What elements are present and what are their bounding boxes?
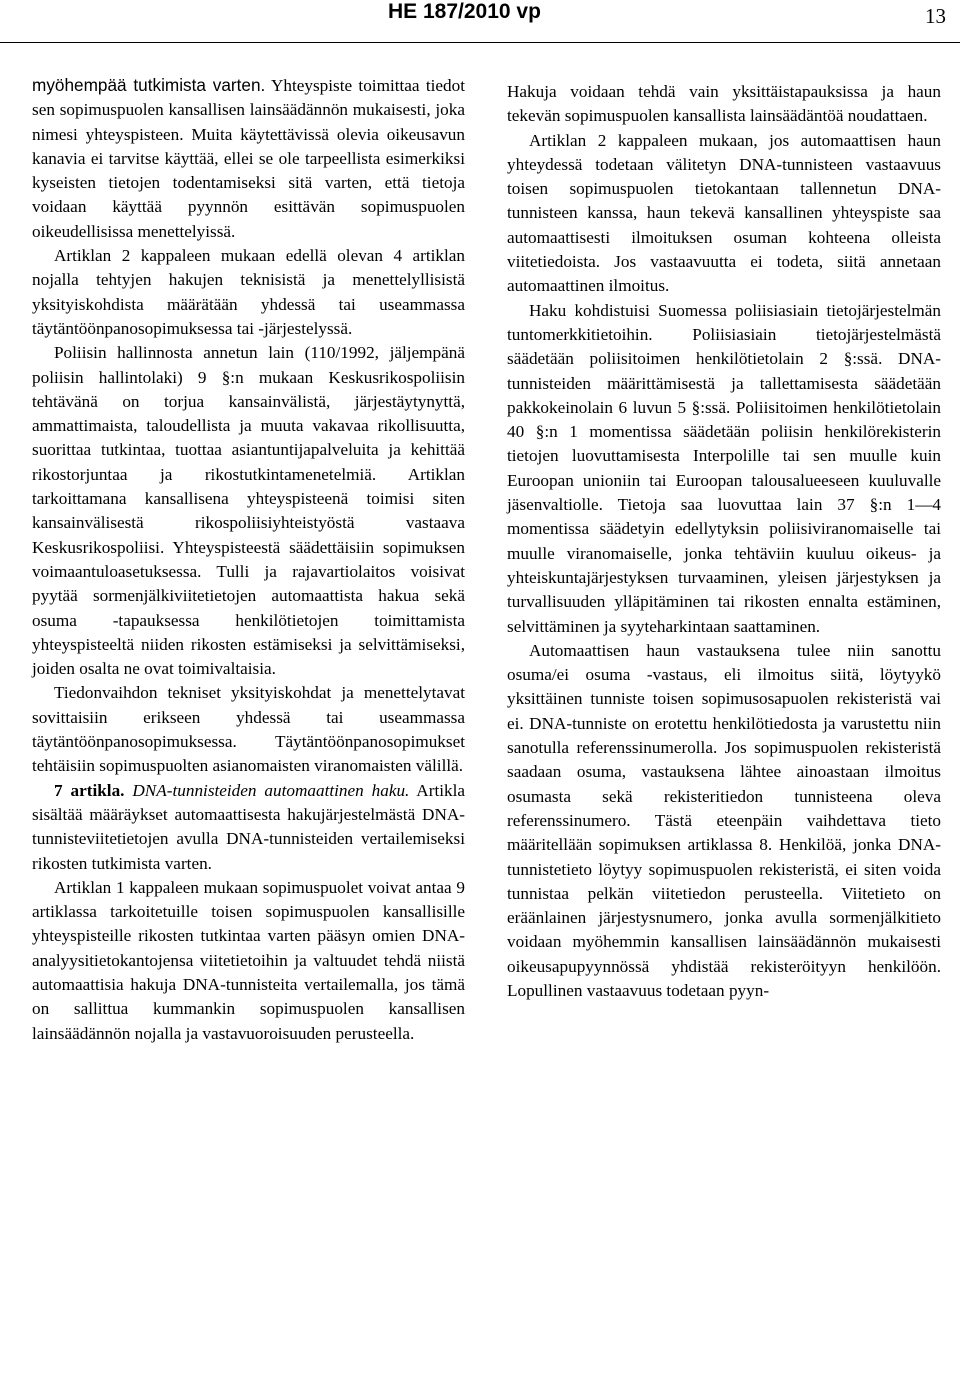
paragraph: Artiklan 2 kappaleen mukaan edellä olevan 4 artiklan nojalla tehtyjen hakujen teknisistä ja menettelyllisistä yksityiskohdista määrätään yhdessä tai useammassa täytäntöönpanosopimuksessa tai -järjestelyssä. — [32, 246, 465, 338]
paragraph: Artiklan 2 kappaleen mukaan, jos automaattisen haun yhteydessä todetaan välitetyn DNA-tunnisteen vastaavuus toisen sopimuspuolen tietokantaan tallennetun DNA-tunnisteen kanssa, haun tekevä kansallinen yhteyspiste saa automaattisesti ilmoituksen osuman kohteena olleista viitetiedoista. Jos vastaavuutta ei todeta, siitä annetaan automaattinen ilmoitus. — [507, 130, 941, 296]
paragraph: Hakuja voidaan tehdä vain yksittäistapauksissa ja haun tekevän sopimuspuolen kansallista lainsäädäntöä noudattaen. — [507, 82, 941, 126]
left-column — [32, 73, 465, 1046]
paragraph: Poliisin hallinnosta annetun lain (110/1992, jäljempänä poliisin hallintolaki) 9 §:n mukaan Keskusrikospoliisin tehtävänä on torjua kansainvälistä, järjestäytynyttä, ammattimaista, taloudellista ja muuta vakavaa rikollisuutta, suorittaa tutkintaa, tuottaa asiantuntijapalveluita ja kehittää rikostorjuntaa ja rikostutkintamenetelmiä. Artiklan tarkoittamana kansallisena yhteyspisteenä toimisi siten kansainvälisestä rikospoliisiyhteistyöstä vastaava Keskusrikospoliisi. Yhteyspisteestä säädettäisiin sopimuksen voimaantuloasetuksessa. Tulli ja rajavartiolaitos voisivat pyytää sormenjälkiviitetietojen automaattista hakua sekä osuma -tapauksessa henkilötietojen toimittamista yhteyspisteeltä niiden rikosten estämiseksi ja selvittämiseksi, joiden osalta ne ovat toimivaltaisia. — [32, 343, 465, 679]
page-number: 13 — [925, 4, 946, 28]
paragraph-lead-sans: myöhempää tutkimista varten. — [32, 75, 266, 95]
paragraph — [32, 73, 465, 244]
document-id: HE 187/2010 vp — [388, 0, 541, 23]
paragraph-text: Artikla sisältää määräykset automaattisesta hakujärjestelmästä DNA-tunnisteviitetietojen avulla DNA-tunnisteiden vertailemiseksi rikosten tutkimista varten. — [32, 780, 465, 873]
article-number: 7 artikla. — [54, 780, 125, 800]
paragraph: Artiklan 1 kappaleen mukaan sopimuspuolet voivat antaa 9 artiklassa tarkoitetuille toisen sopimuspuolen kansallisille yhteyspisteille rikosten tutkintaa varten pääsyn omien DNA-analyysitietokantojensa viitetietoihin ja valtuudet tehdä niistä automaattisia hakuja DNA-tunnisteita vertailemalla, jos tämä on sallittua kummankin sopimuspuolen kansallisen lainsäädännön nojalla ja vastavuoroisuuden perusteella. — [32, 877, 465, 1043]
header-rule — [0, 42, 960, 43]
paragraph: Automaattisen haun vastauksena tulee niin sanottu osuma/ei osuma -vastaus, eli ilmoitus siitä, löytyykö yksittäinen tunniste toisen sopimusosapuolen rekisteristä vai ei. DNA-tunniste on erotettu henkilötiedosta ja varustettu niin sanotulla referenssinumerolla. Jos sopimuspuolen rekisteristä saadaan osuma, vastauksena lähtee ainoastaan ilmoitus osumasta sekä rekisteritiedon tunnisteena oleva referenssinumero. Tästä eteenpäin vaihdettava tieto määritellään sopimuksen artiklassa 8. Henkilöä, jonka DNA-tunnistetieto löytyy sopimuspuolen rekisteristä, ei siten voida tunnistaa pelkän viitetiedon perusteella. Viitetieto on eräänlainen järjestysnumero, jonka avulla sormenjälkitieto voidaan myöhemmin kansallisen lainsäädännön mukaisesti oikeusapupyynnössä yhdistää rekisteröityyn henkilöön. Lopullinen vastaavuus todetaan pyyn- — [507, 640, 941, 1000]
paragraph: Haku kohdistuisi Suomessa poliisiasiain tietojärjestelmän tuntomerkkitietoihin. Poliisiasiain tietojärjestelmästä säädetään poliisitoimen henkilötietolain 2 §:ssä. DNA-tunnisteiden määrittämisestä ja tallettamisesta säädetään pakkokeinolain 6 luvun 5 §:ssä. Poliisitoimen henkilötietolain 40 §:n 1 momentissa säädetään poliisin henkilörekisterin tietojen luovuttamisesta Interpolille tai sen muulle kuin Euroopan unioniin tai Euroopan talousalueeseen kuuluvalle jäsenvaltiolle. Tietoja saa luovuttaa lain 37 §:n 1—4 momentissa säädetyin edellytyksin poliisiviranomaiselle tai muulle viranomaiselle, jonka tehtäviin kuuluu oikeus- ja yhteiskuntajärjestyksen turvaaminen, yleisen järjestyksen ja turvallisuuden ylläpitäminen tai rikosten ennalta estäminen, selvittäminen ja syyteharkintaan saattaminen. — [507, 300, 941, 636]
article-7-paragraph — [32, 779, 465, 876]
article-title: DNA-tunnisteiden automaattinen haku. — [124, 780, 410, 800]
paragraph: Tiedonvaihdon tekniset yksityiskohdat ja menettelytavat sovittaisiin erikseen yhdessä tai useammassa täytäntöönpanosopimuksessa. Täytäntöönpanosopimukset tehtäisiin sopimuspuolten asianomaisten viranomaisten välillä. — [32, 683, 465, 776]
paragraph-text: Yhteyspiste toimittaa tiedot sen sopimuspuolen kansallisen lainsäädännön mukaisesti, joka nimesi yhteyspisteen. Muita käytettävissä olevia oikeusavun kanavia ei tarvitse käyttää, ellei se ole tarpeellista esimerkiksi kyseisten tietojen todentamiseksi sitä varten, että tietoja voidaan käyttää pyynnön esittävän sopimuspuolen oikeudellisissa menettelyissä. — [32, 76, 465, 241]
page-header — [0, 0, 960, 44]
right-column — [507, 80, 941, 1003]
